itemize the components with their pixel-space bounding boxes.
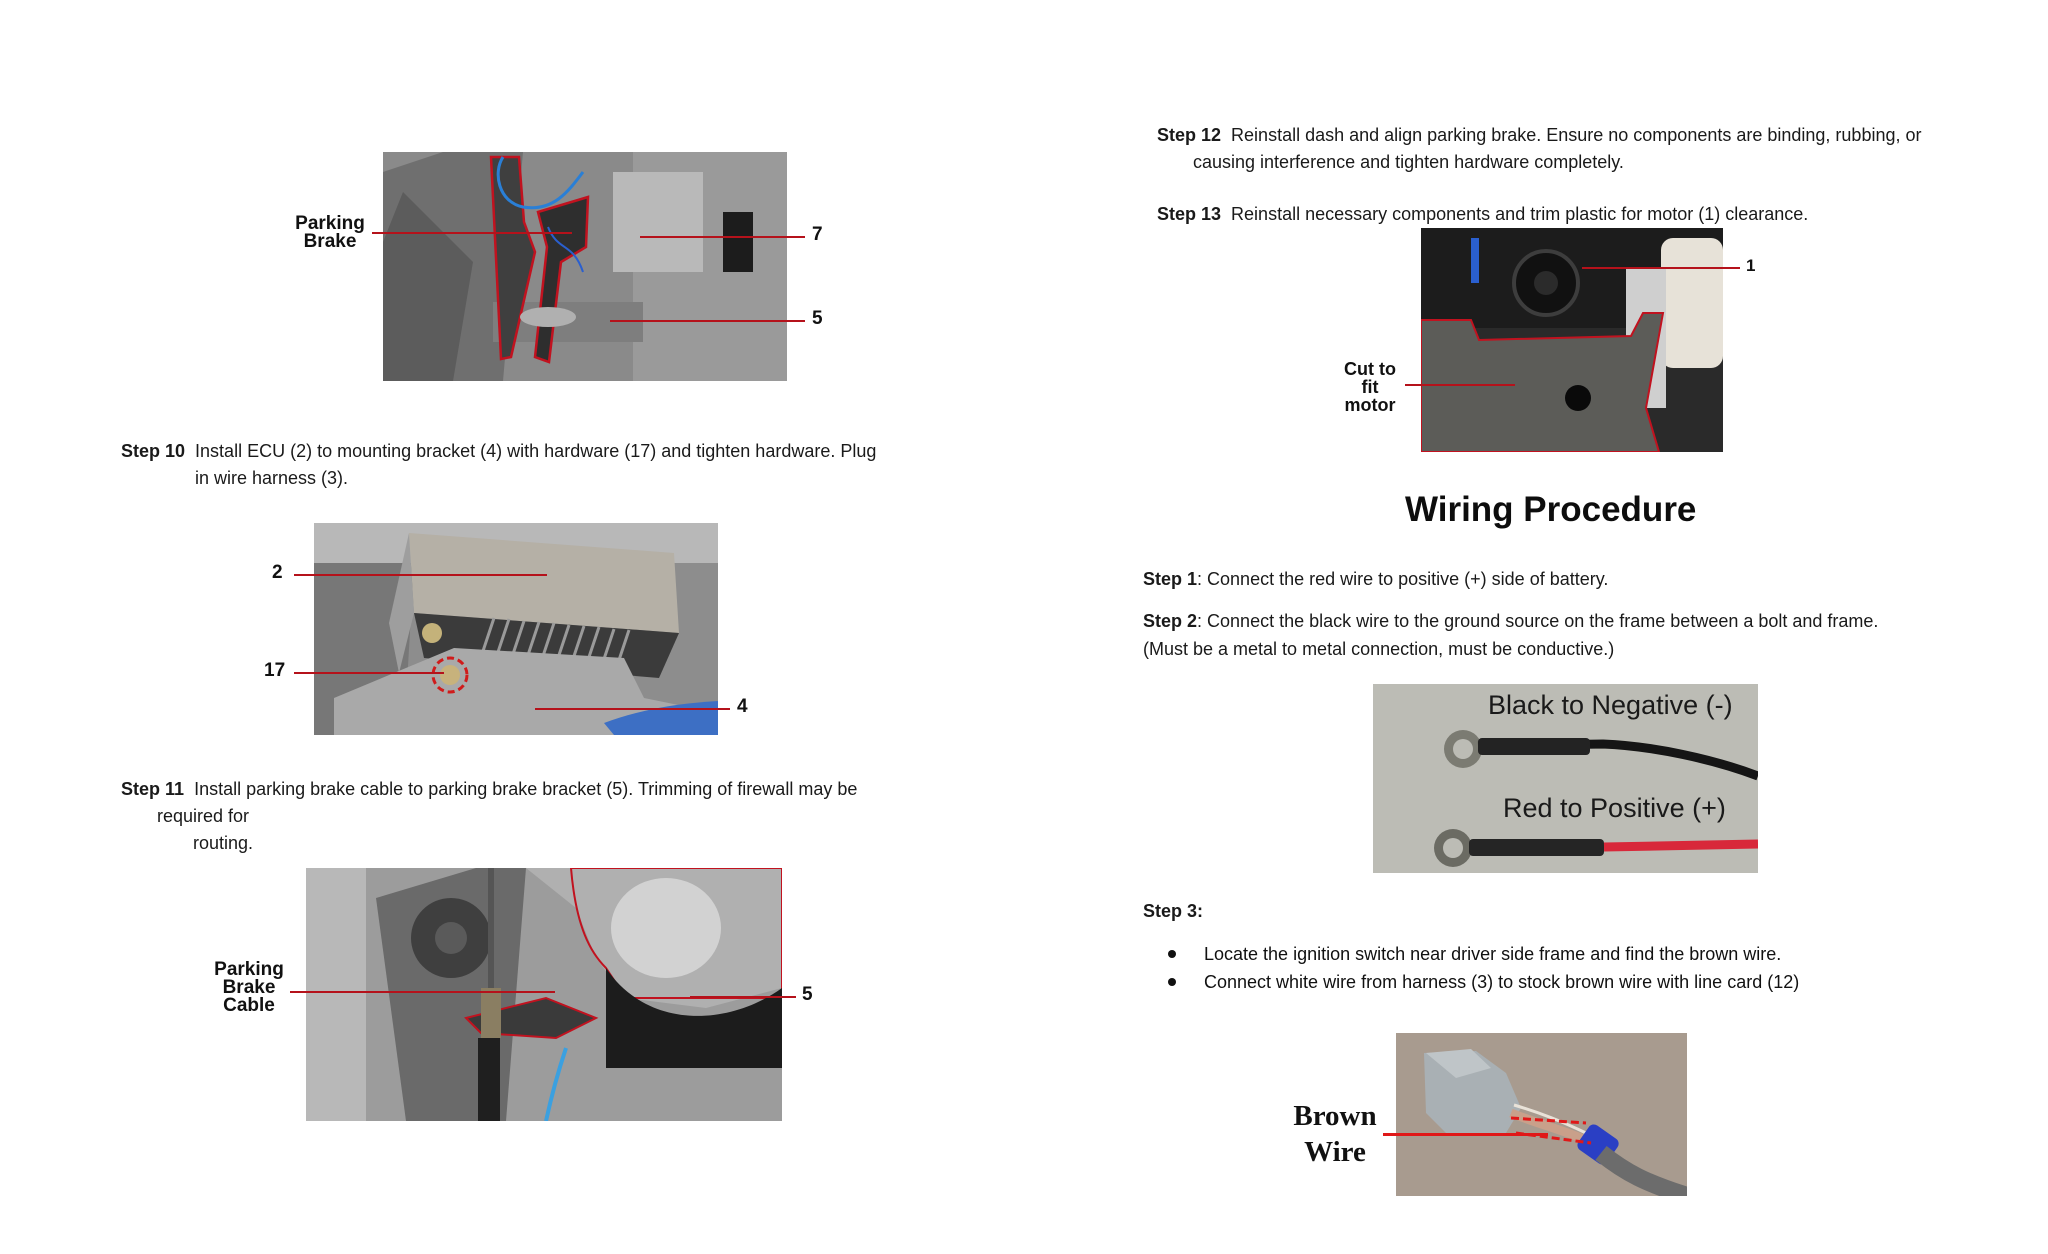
item-17-leader-line <box>294 672 444 674</box>
wiring-step-3-label <box>1143 898 1203 925</box>
ecu-photo <box>314 523 718 735</box>
wiring-step-1 <box>1143 566 2023 593</box>
item-2-callout: 2 <box>272 562 283 583</box>
bullet-text: Locate the ignition switch near driver side frame and find the brown wire. <box>1204 944 1782 964</box>
wiring-step-1-label: Step 1 <box>1143 569 1198 589</box>
step-11-text-line2: required for <box>157 806 250 826</box>
item-4-leader-line <box>535 708 730 710</box>
step-12-text-line2: causing interference and tighten hardware completely. <box>1193 152 1624 172</box>
brown-wire-photo <box>1396 1033 1687 1196</box>
item-17-callout: 17 <box>264 660 286 681</box>
item-1-leader-line <box>1582 267 1740 269</box>
step-11-text-line1: Install parking brake cable to parking brake bracket (5). Trimming of firewall may be <box>194 779 858 799</box>
item-7-leader-line <box>640 236 805 238</box>
item-5-leader-line <box>610 320 805 322</box>
brown-wire-callout: Brown Wire <box>1293 1100 1377 1168</box>
cut-to-fit-leader-line <box>1405 384 1515 386</box>
bullet-icon <box>1168 978 1176 986</box>
cut-to-fit-motor-callout: Cut to fit motor <box>1344 359 1396 415</box>
step-11-text-line3: routing. <box>193 833 254 853</box>
parking-brake-cable-leader-line <box>290 991 555 993</box>
item-4-callout: 4 <box>737 696 748 717</box>
parking-brake-callout: Parking Brake <box>295 213 365 252</box>
wiring-step-3-title: Step 3: <box>1143 901 1204 921</box>
parking-brake-cable-photo <box>306 868 782 1121</box>
wiring-step-3-list <box>1143 940 2023 996</box>
parking-brake-photo <box>383 152 787 381</box>
red-to-positive-label: Red to Positive (+) <box>1503 793 1726 823</box>
step-11-label: Step 11 <box>121 779 185 799</box>
parking-brake-leader-line <box>372 232 572 234</box>
item-1-callout: 1 <box>1746 256 1756 275</box>
step-11-instruction <box>121 776 921 803</box>
step-13-text: Reinstall necessary components and trim plastic for motor (1) clearance. <box>1231 204 1809 224</box>
wiring-step-1-text: : Connect the red wire to positive (+) side of battery. <box>1197 569 1609 589</box>
bullet-text: Connect white wire from harness (3) to stock brown wire with line card (12) <box>1204 972 1800 992</box>
battery-terminal-photo <box>1373 684 1758 873</box>
step-13-instruction <box>1157 201 2037 228</box>
list-item <box>1143 968 2023 996</box>
step-10-text-line1: Install ECU (2) to mounting bracket (4) with hardware (17) and tighten hardware. Plug <box>195 441 877 461</box>
wiring-step-2-text-line2: (Must be a metal to metal connection, must be conductive.) <box>1143 639 1615 659</box>
wiring-procedure-heading: Wiring Procedure <box>1405 490 1697 529</box>
brown-wire-leader-line <box>1383 1133 1548 1136</box>
step-13-label: Step 13 <box>1157 204 1222 224</box>
step-10-label: Step 10 <box>121 441 186 461</box>
motor-clearance-photo <box>1421 228 1723 452</box>
step-12-instruction <box>1157 122 2037 149</box>
wiring-step-2-text: : Connect the black wire to the ground source on the frame between a bolt and frame. <box>1197 611 1879 631</box>
item-7-callout: 7 <box>812 224 823 245</box>
step-12-label: Step 12 <box>1157 125 1222 145</box>
step-12-text-line1: Reinstall dash and align parking brake. Ensure no components are binding, rubbing, or <box>1231 125 1922 145</box>
wiring-step-2-label: Step 2 <box>1143 611 1198 631</box>
parking-brake-cable-callout: Parking Brake Cable <box>214 959 284 1016</box>
step-10-instruction <box>121 438 921 465</box>
list-item <box>1143 940 2023 968</box>
wiring-step-2 <box>1143 608 2033 635</box>
bullet-icon <box>1168 950 1176 958</box>
cable-item-5-leader-line <box>690 996 796 998</box>
item-2-leader-line <box>294 574 547 576</box>
cable-item-5-callout: 5 <box>802 984 813 1005</box>
item-5-callout: 5 <box>812 308 823 329</box>
step-10-text-line2: in wire harness (3). <box>195 468 349 488</box>
black-to-negative-label: Black to Negative (-) <box>1488 690 1733 720</box>
